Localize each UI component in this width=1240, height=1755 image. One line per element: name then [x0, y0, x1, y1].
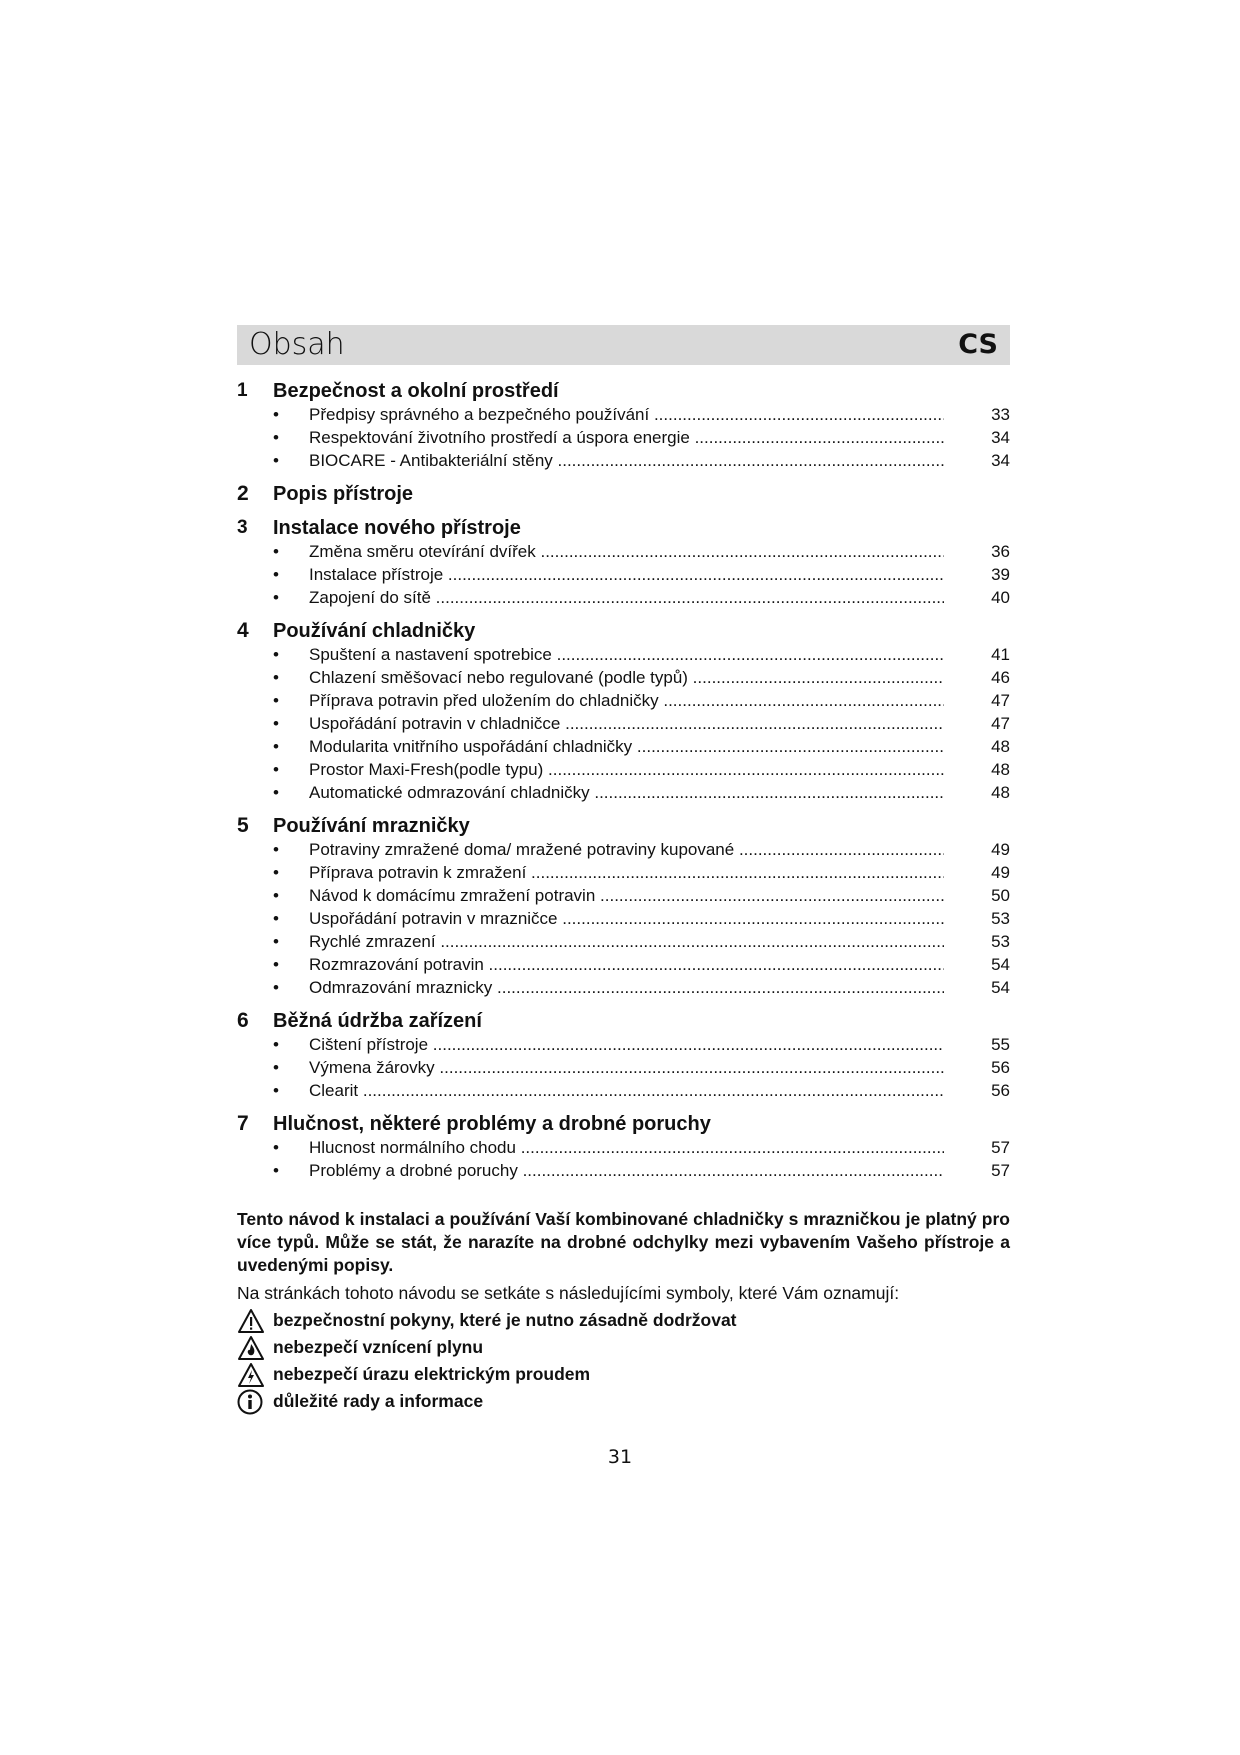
toc-entry-label: Hlucnost normálního chodu ..... [309, 1137, 944, 1159]
toc-entry-label: Chlazení směšovací nebo regulované (podle typů) ..... [309, 667, 944, 689]
toc-entry [237, 1057, 1010, 1079]
toc-entry-page: 34 [991, 428, 1010, 447]
toc-entry [237, 713, 1010, 735]
chapter-number: 1 [237, 380, 248, 401]
toc-entry-page: 39 [991, 565, 1010, 584]
bullet: • [273, 1035, 279, 1054]
chapter-title: Bezpečnost a okolní prostředí [273, 380, 559, 402]
toc-chapter [237, 378, 1010, 404]
toc-entry-label: Výmena žárovky ..... [309, 1057, 944, 1079]
toc-entry-label: Příprava potravin před uložením do chladničky ..... [309, 690, 944, 712]
bullet: • [273, 451, 279, 470]
bullet: • [273, 932, 279, 951]
toc-entry-page: 34 [991, 451, 1010, 470]
chapter-number: 5 [237, 814, 249, 837]
toc-entry-label: Cištení přístroje ..... [309, 1034, 944, 1056]
bullet: • [273, 405, 279, 424]
toc-entry-page: 50 [991, 886, 1010, 905]
chapter-title: Popis přístroje [273, 483, 414, 505]
toc-entry-label: BIOCARE - Antibakteriální stěny ..... [309, 450, 944, 472]
toc-entry-label: Prostor Maxi-Fresh(podle typu) ..... [309, 759, 944, 781]
intro-paragraph: Na stránkách tohoto návodu se setkáte s následujícími symboly, které Vám oznamují: [237, 1283, 900, 1303]
bullet: • [273, 1138, 279, 1157]
bullet: • [273, 1081, 279, 1100]
bullet: • [273, 978, 279, 997]
toc-entry [237, 404, 1010, 426]
toc-entry [237, 839, 1010, 861]
toc-entry-page: 49 [991, 863, 1010, 882]
toc-entry-page: 48 [991, 737, 1010, 756]
toc-entry-label: Uspořádání potravin v mrazničce ..... [309, 908, 944, 930]
bullet: • [273, 1161, 279, 1180]
bullet: • [273, 588, 279, 607]
chapter-title: Instalace nového přístroje [273, 517, 521, 539]
bullet: • [273, 668, 279, 687]
chapter-number: 2 [237, 482, 249, 505]
toc-entry [237, 1080, 1010, 1102]
toc-entry [237, 1160, 1010, 1182]
toc-entry-page: 55 [991, 1035, 1010, 1054]
toc-entry [237, 644, 1010, 666]
toc-entry [237, 450, 1010, 472]
toc-entry [237, 977, 1010, 999]
toc-entry-label: Příprava potravin k zmražení ..... [309, 862, 944, 884]
toc-entry-page: 54 [991, 978, 1010, 997]
toc-entry [237, 759, 1010, 781]
toc-entry [237, 564, 1010, 586]
toc-entry-label: Rozmrazování potravin ..... [309, 954, 944, 976]
toc-entry-label: Návod k domácímu zmražení potravin ..... [309, 885, 944, 907]
toc-chapter [237, 618, 1010, 644]
toc-entry-page: 36 [991, 542, 1010, 561]
chapter-number: 4 [237, 619, 249, 642]
toc-entry-page: 33 [991, 405, 1010, 424]
toc-entry [237, 1034, 1010, 1056]
chapter-number: 3 [237, 517, 248, 538]
symbol-row [237, 1307, 1010, 1334]
toc-chapter [237, 515, 1010, 541]
toc-entry [237, 690, 1010, 712]
toc-entry-label: Změna směru otevírání dvířek ..... [309, 541, 944, 563]
symbol-text: nebezpečí vznícení plynu [273, 1337, 484, 1357]
warning-triangle-icon [237, 1308, 265, 1334]
chapter-title: Používání chladničky [273, 620, 476, 642]
toc-entry [237, 954, 1010, 976]
toc-entry-page: 56 [991, 1081, 1010, 1100]
toc-entry-page: 47 [991, 714, 1010, 733]
toc-entry-page: 53 [991, 909, 1010, 928]
toc-entry [237, 587, 1010, 609]
bullet: • [273, 542, 279, 561]
toc-entry-page: 54 [991, 955, 1010, 974]
toc-entry-label: Problémy a drobné poruchy ..... [309, 1160, 944, 1182]
bullet: • [273, 783, 279, 802]
toc-entry-label: Clearit ..... [309, 1080, 944, 1102]
toc-entry [237, 885, 1010, 907]
toc-entry-label: Předpisy správného a bezpečného používání ..... [309, 404, 944, 426]
chapter-number: 7 [237, 1112, 249, 1135]
chapter-title: Hlučnost, některé problémy a drobné poruchy [273, 1113, 711, 1135]
toc-entry-page: 49 [991, 840, 1010, 859]
info-circle-icon [237, 1389, 265, 1415]
flame-triangle-icon [237, 1335, 265, 1361]
intro-bold-paragraph: Tento návod k instalaci a používání Vaší kombinované chladničky s mrazničkou je platný pro více typů. Může se stát, že narazíte na drobné odchylky mezi vybavením Vašeho přístroje a uvedenými popisy. [237, 1209, 1010, 1275]
toc-entry [237, 667, 1010, 689]
toc-entry-label: Odmrazování mraznicky ..... [309, 977, 944, 999]
symbol-text: důležité rady a informace [273, 1391, 484, 1411]
bullet: • [273, 714, 279, 733]
toc-entry-page: 48 [991, 783, 1010, 802]
toc-entry [237, 931, 1010, 953]
bullet: • [273, 645, 279, 664]
page-title: Obsah [249, 327, 345, 362]
symbol-text: nebezpečí úrazu elektrickým proudem [273, 1364, 591, 1384]
symbol-row [237, 1334, 1010, 1361]
bullet: • [273, 1058, 279, 1077]
bullet: • [273, 909, 279, 928]
bullet: • [273, 565, 279, 584]
toc-entry [237, 908, 1010, 930]
toc-entry-label: Spuštení a nastavení spotrebice ..... [309, 644, 944, 666]
toc-entry-page: 53 [991, 932, 1010, 951]
bullet: • [273, 737, 279, 756]
toc-entry [237, 736, 1010, 758]
toc-entry-page: 56 [991, 1058, 1010, 1077]
bullet: • [273, 428, 279, 447]
bullet: • [273, 886, 279, 905]
toc-entry-page: 47 [991, 691, 1010, 710]
toc-entry-label: Zapojení do sítě ..... [309, 587, 944, 609]
toc-entry [237, 541, 1010, 563]
toc-entry-label: Potraviny zmražené doma/ mražené potraviny kupované ..... [309, 839, 944, 861]
toc-entry-page: 41 [991, 645, 1010, 664]
toc-entry-page: 57 [991, 1161, 1010, 1180]
toc-entry-label: Modularita vnitřního uspořádání chladničky ..... [309, 736, 944, 758]
toc-chapter [237, 481, 1010, 507]
toc-entry-label: Automatické odmrazování chladničky ..... [309, 782, 944, 804]
bullet: • [273, 760, 279, 779]
toc-entry-label: Rychlé zmrazení ..... [309, 931, 944, 953]
chapter-title: Používání mrazničky [273, 815, 470, 837]
symbol-row [237, 1361, 1010, 1388]
bullet: • [273, 863, 279, 882]
symbol-text: bezpečnostní pokyny, které je nutno zásadně dodržovat [273, 1310, 737, 1330]
bullet: • [273, 840, 279, 859]
toc-entry [237, 427, 1010, 449]
toc-entry [237, 782, 1010, 804]
toc-entry-page: 40 [991, 588, 1010, 607]
section-header [237, 325, 1010, 365]
toc-entry-page: 57 [991, 1138, 1010, 1157]
symbol-row [237, 1388, 1010, 1415]
chapter-title: Běžná údržba zařízení [273, 1010, 482, 1032]
toc-chapter [237, 1111, 1010, 1137]
chapter-number: 6 [237, 1009, 249, 1032]
bullet: • [273, 691, 279, 710]
language-code: CS [958, 329, 998, 360]
bullet: • [273, 955, 279, 974]
toc-entry-label: Instalace přístroje ..... [309, 564, 944, 586]
toc-chapter [237, 813, 1010, 839]
toc-entry [237, 1137, 1010, 1159]
toc-entry-label: Respektování životního prostředí a úspora energie ..... [309, 427, 944, 449]
page-number: 31 [607, 1446, 633, 1468]
toc-entry-page: 46 [991, 668, 1010, 687]
toc-entry-page: 48 [991, 760, 1010, 779]
toc-entry [237, 862, 1010, 884]
notes-section [237, 1208, 1010, 1415]
toc-entry-label: Uspořádání potravin v chladničce ..... [309, 713, 944, 735]
toc-chapter [237, 1008, 1010, 1034]
electric-triangle-icon [237, 1362, 265, 1388]
